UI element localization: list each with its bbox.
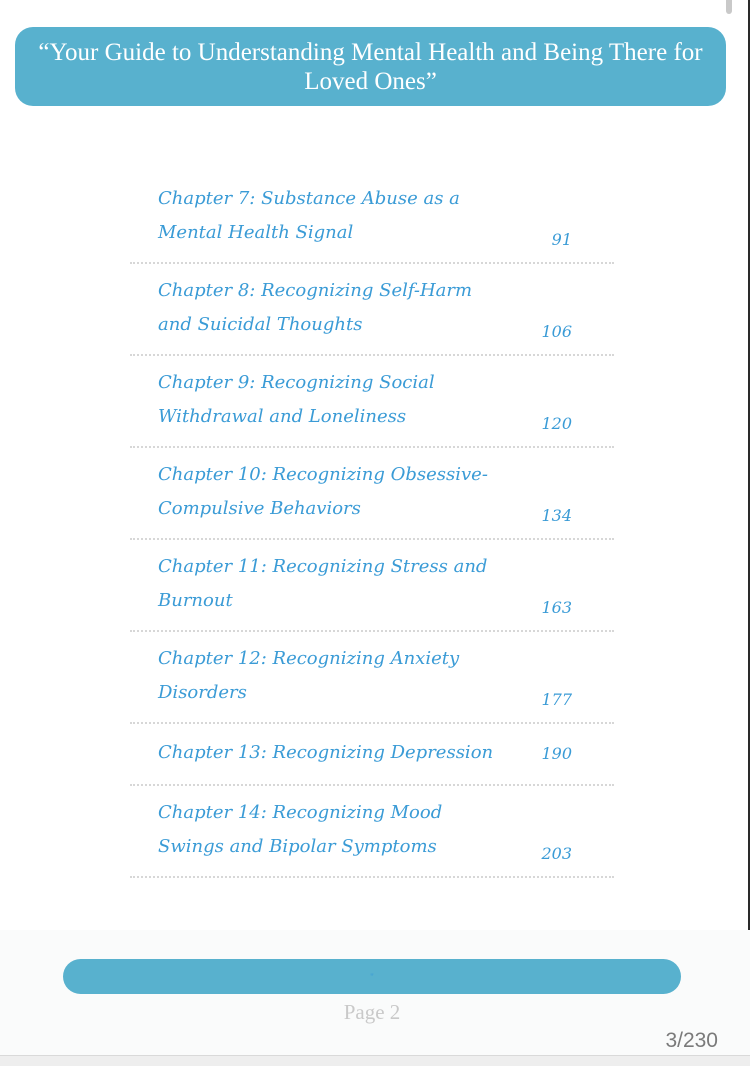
toc-entry[interactable] <box>130 448 614 540</box>
footer-bar-mark: " <box>370 971 374 982</box>
footer-bar <box>63 959 681 994</box>
book-title: “Your Guide to Understanding Mental Health and Being There for Loved Ones” <box>38 38 703 95</box>
chapter-title: Chapter 11: Recognizing Stress and Burnout <box>158 556 488 611</box>
toc-entry[interactable] <box>130 356 614 448</box>
chapter-title: Chapter 10: Recognizing Obsessive-Compulsive Behaviors <box>158 464 488 519</box>
bottom-toolbar <box>0 1055 750 1066</box>
chapter-title: Chapter 7: Substance Abuse as a Mental Health Signal <box>158 188 460 243</box>
chapter-title: Chapter 13: Recognizing Depression <box>158 742 494 763</box>
toc-entry[interactable] <box>130 786 614 878</box>
page-number: 203 <box>541 844 572 863</box>
scrollbar-thumb[interactable] <box>726 0 732 14</box>
page-number: 190 <box>541 744 572 763</box>
chapter-title: Chapter 12: Recognizing Anxiety Disorders <box>158 648 460 703</box>
chapter-title: Chapter 14: Recognizing Mood Swings and Bipolar Symptoms <box>158 802 443 857</box>
page-counter: 3/230 <box>665 1029 718 1052</box>
chapter-title: Chapter 9: Recognizing Social Withdrawal and Loneliness <box>158 372 435 427</box>
toc-entry[interactable] <box>130 540 614 632</box>
page-number: 134 <box>541 506 572 525</box>
toc-entry[interactable] <box>130 172 614 264</box>
page-number: 106 <box>541 322 572 341</box>
chapter-title: Chapter 8: Recognizing Self-Harm and Suicidal Thoughts <box>158 280 473 335</box>
toc-entry[interactable] <box>130 724 614 786</box>
page-number: 177 <box>541 690 572 709</box>
page-number: 91 <box>551 230 572 249</box>
toc-entry[interactable] <box>130 632 614 724</box>
page-label: Page 2 <box>343 1000 401 1024</box>
header-banner <box>15 27 726 106</box>
table-of-contents <box>130 172 614 878</box>
page-number: 163 <box>541 598 572 617</box>
page-number: 120 <box>541 414 572 433</box>
toc-entry[interactable] <box>130 264 614 356</box>
